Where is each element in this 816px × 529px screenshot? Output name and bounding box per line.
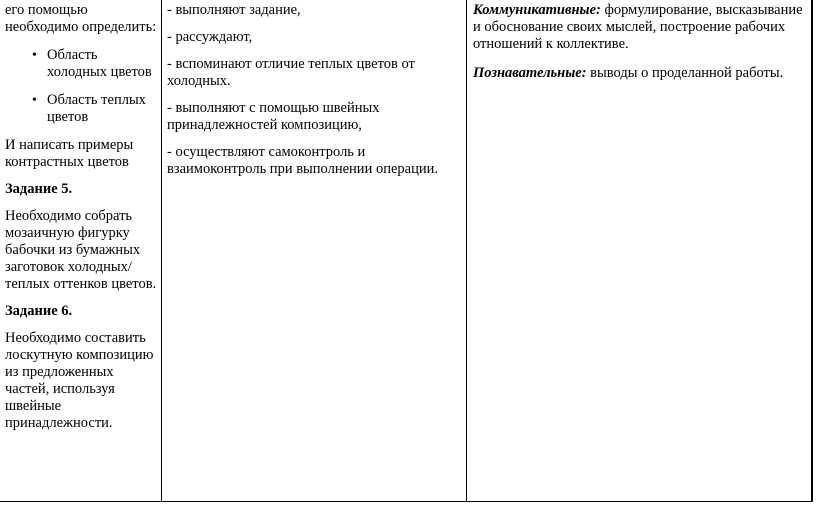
- activity-item: - вспоминают отличие теплых цветов от холодных.: [167, 56, 415, 89]
- bullet-icon: •: [32, 93, 37, 108]
- activity-item: - осуществляют самоконтроль и взаимоконтроль при выполнении операции.: [167, 144, 438, 177]
- task5-title: Задание 5.: [5, 181, 73, 197]
- task6-text: Необходимо составить лоскутную композицию из предложенных частей, используя швейные принадлежности.: [5, 330, 154, 431]
- list-item: [5, 47, 157, 81]
- student-activity-cell: [162, 0, 467, 502]
- area-label: Область холодных цветов: [47, 47, 152, 80]
- areas-list: [5, 47, 157, 126]
- learning-outcomes-cell: [467, 0, 813, 502]
- intro-text: его помощью необходимо определить:: [5, 2, 157, 35]
- activity-item: - выполняют с помощью швейных принадлежностей композицию,: [167, 100, 380, 133]
- communicative-text: формулирование, высказывание и обоснование своих мыслей, построение рабочих отношений к коллективе.: [473, 2, 803, 52]
- list-item: [5, 92, 157, 126]
- cognitive-text: выводы о проделанной работы.: [586, 65, 784, 81]
- write-examples-text: И написать примеры контрастных цветов: [5, 137, 134, 170]
- activity-item: - выполняют задание,: [167, 2, 301, 18]
- task-column-cell: [0, 0, 162, 502]
- cognitive-paragraph: [473, 65, 807, 82]
- task6-title: Задание 6.: [5, 303, 73, 319]
- activity-item: - рассуждают,: [167, 29, 253, 45]
- communicative-paragraph: [473, 2, 807, 53]
- communicative-label: Коммуникативные:: [473, 2, 601, 18]
- bullet-icon: •: [32, 48, 37, 63]
- task5-text: Необходимо собрать мозаичную фигурку бабочки из бумажных заготовок холодных/теплых оттенков цветов.: [5, 208, 157, 292]
- area-label: Область теплых цветов: [47, 92, 146, 125]
- cognitive-label: Познавательные:: [473, 65, 587, 81]
